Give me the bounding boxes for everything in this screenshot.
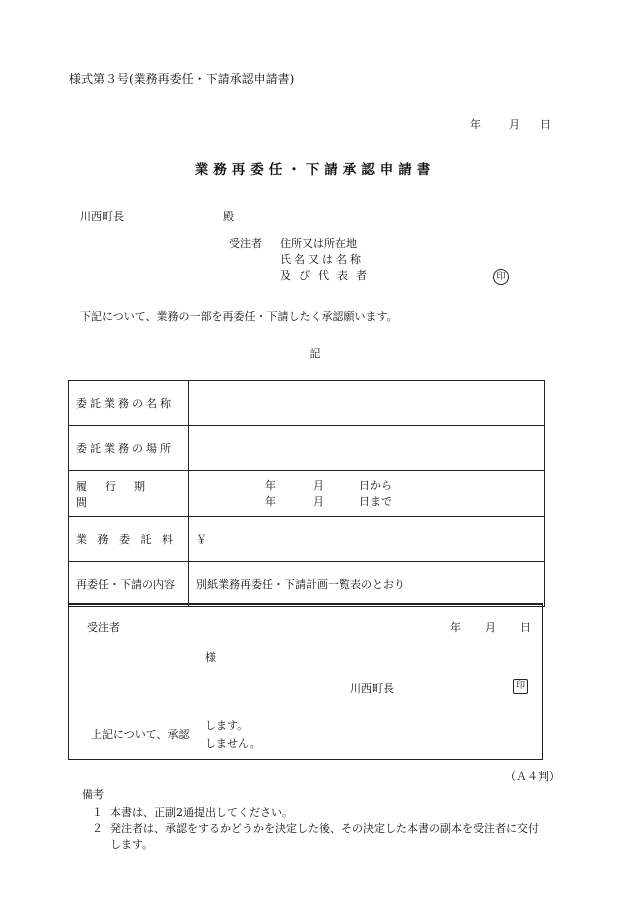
note-text: 本書は、正副2通提出してください。 bbox=[110, 806, 293, 819]
paper-size: （Ａ４判） bbox=[505, 770, 560, 783]
period-from bbox=[265, 478, 392, 494]
date-year-label: 年 bbox=[470, 118, 481, 131]
period-value[interactable] bbox=[189, 471, 544, 516]
fee-label: 業務委託料 bbox=[69, 517, 189, 561]
details-table bbox=[68, 380, 545, 607]
ki-heading: 記 bbox=[309, 347, 321, 360]
approval-statement: 上記について、承認 bbox=[91, 728, 190, 741]
document-title: 業務再委任・下請承認申請書 bbox=[194, 162, 436, 178]
list-item bbox=[82, 805, 539, 821]
note-text: 発注者は、承認をするかどうかを決定した後、その決定した本書の副本を受注者に交付 bbox=[110, 822, 539, 835]
table-row bbox=[69, 562, 544, 607]
applicant-address-label: 住所又は所在地 bbox=[280, 237, 357, 250]
application-date bbox=[470, 116, 551, 132]
list-item bbox=[82, 821, 539, 837]
period-from-suffix: 日から bbox=[359, 478, 392, 492]
business-location-label: 委託業務の場所 bbox=[69, 426, 189, 470]
period-from-year: 年 bbox=[265, 478, 276, 492]
approval-recipient: 受注者 bbox=[87, 621, 120, 634]
table-row bbox=[69, 426, 544, 471]
period-to bbox=[265, 494, 392, 510]
note-number: １ bbox=[92, 806, 103, 819]
approval-year: 年 bbox=[450, 621, 461, 634]
seal-icon: 印 bbox=[513, 679, 528, 694]
period-from-month: 月 bbox=[313, 478, 324, 492]
approval-section bbox=[68, 603, 543, 760]
content-label: 再委任・下請の内容 bbox=[69, 562, 189, 606]
content-value[interactable]: 別紙業務再委任・下請計画一覧表のとおり bbox=[196, 578, 405, 591]
period-label: 履行期間 bbox=[69, 471, 189, 516]
applicant-name-label: 氏名又は名称 bbox=[280, 253, 364, 266]
approver-mayor: 川西町長 bbox=[350, 682, 394, 695]
approval-day: 日 bbox=[520, 621, 531, 634]
approval-option-deny[interactable]: しません。 bbox=[205, 737, 261, 750]
honorific: 殿 bbox=[223, 210, 234, 223]
approval-option-grant[interactable]: します。 bbox=[205, 719, 249, 732]
notes-title: 備考 bbox=[82, 788, 104, 801]
fee-value[interactable]: ￥ bbox=[196, 533, 207, 546]
seal-icon: 印 bbox=[493, 269, 509, 285]
table-row bbox=[69, 381, 544, 426]
form-number: 様式第３号(業務再委任・下請承認申請書) bbox=[69, 72, 295, 86]
period-to-month: 月 bbox=[313, 494, 324, 508]
table-row bbox=[69, 517, 544, 562]
request-text: 下記について、業務の一部を再委任・下請したく承認願います。 bbox=[80, 310, 398, 323]
approval-options bbox=[205, 717, 261, 753]
period-to-suffix: 日まで bbox=[359, 494, 392, 508]
date-month-label: 月 bbox=[509, 118, 520, 131]
approval-month: 月 bbox=[485, 621, 496, 634]
addressee: 川西町長 bbox=[80, 210, 124, 223]
recipient-honorific: 様 bbox=[205, 651, 216, 664]
business-name-label: 委託業務の名称 bbox=[69, 381, 189, 425]
table-row bbox=[69, 471, 544, 517]
date-day-label: 日 bbox=[540, 118, 551, 131]
applicant-rep-label: 及び代表者 bbox=[280, 269, 375, 282]
business-name-value[interactable] bbox=[189, 381, 544, 425]
business-location-value[interactable] bbox=[189, 426, 544, 470]
note-continuation: します。 bbox=[110, 838, 154, 851]
notes bbox=[82, 787, 539, 853]
approval-date bbox=[450, 619, 531, 635]
applicant-label: 受注者 bbox=[229, 237, 262, 250]
period-to-year: 年 bbox=[265, 494, 276, 508]
note-number: ２ bbox=[92, 822, 103, 835]
applicant-block bbox=[229, 236, 375, 284]
